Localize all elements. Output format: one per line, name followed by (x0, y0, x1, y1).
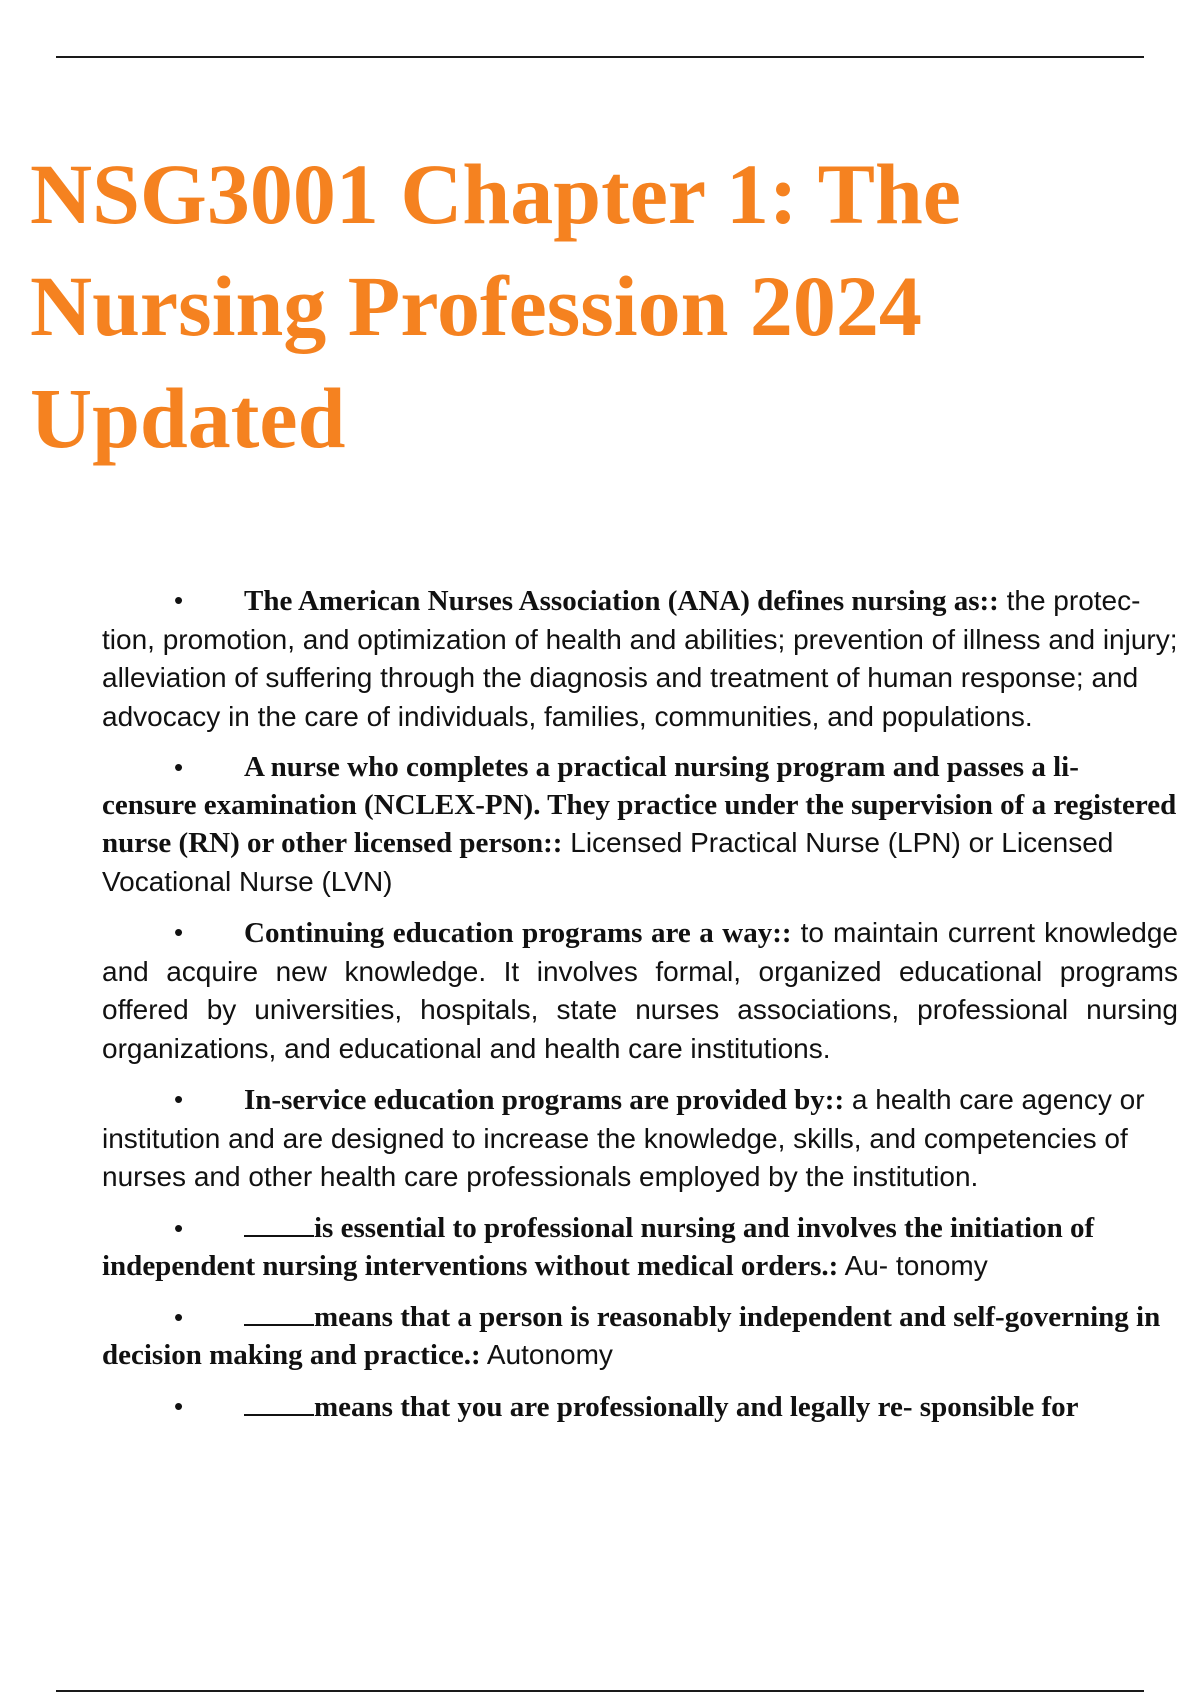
bullet-icon: • (174, 1390, 184, 1421)
item-question: is essential to professional nursing and involves the initiation of independent nursing interventions without medical orders.: (102, 1211, 1095, 1282)
list-item (102, 1081, 1178, 1197)
document-title (30, 138, 1170, 474)
item-answer: the protec- tion, promotion, and optimization of health and abilities; prevention of illness and injury; alleviation of suffering through the diagnosis and treatment of human response; and advocacy in the care of individuals, families, communities, and populations. (102, 585, 1178, 732)
item-question: means that you are professionally and legally re- sponsible for (314, 1390, 1079, 1423)
list-item (102, 582, 1178, 736)
bottom-rule (56, 1690, 1144, 1692)
bullet-icon: • (174, 752, 184, 782)
bullet-icon: • (174, 1212, 184, 1243)
item-answer: Autonomy (480, 1339, 613, 1370)
item-answer: to maintain current knowledge and acquire new knowledge. It involves formal, organized educational programs offered by universities, hospitals, state nurses associations, professional nursing organizations, and educational and health care institutions. (102, 917, 1178, 1064)
item-question: means that a person is reasonably independent and self-governing in decision making and practice.: (102, 1300, 1161, 1371)
bullet-icon: • (174, 917, 184, 947)
item-answer: a health care agency or institution and are designed to increase the knowledge, skills, and competencies of nurses and other health care professionals employed by the institution. (102, 1084, 1145, 1192)
bullet-icon: • (174, 585, 184, 615)
title-line-3: Updated (30, 370, 346, 466)
bullet-icon: • (174, 1301, 184, 1332)
list-item (102, 914, 1178, 1068)
flashcard-list (102, 582, 1178, 1439)
item-question: Continuing education programs are a way:: (244, 917, 792, 949)
list-item (102, 1210, 1178, 1286)
title-line-2: Nursing Profession 2024 (30, 258, 922, 354)
answer-blank (244, 1231, 314, 1237)
item-answer: Licensed Practical Nurse (LPN) or Licensed Vocational Nurse (LVN) (102, 827, 1114, 897)
list-item (102, 749, 1178, 901)
item-question: The American Nurses Association (ANA) defines nursing as:: (244, 585, 999, 617)
answer-blank (244, 1410, 314, 1416)
item-answer: Au- tonomy (838, 1250, 988, 1281)
list-item (102, 1299, 1178, 1375)
top-rule (56, 56, 1144, 58)
item-question: In-service education programs are provided by:: (244, 1084, 845, 1116)
bullet-icon: • (174, 1084, 184, 1114)
item-question: A nurse who completes a practical nursing program and passes a li- censure examination (NCLEX-PN). They practice under the supervision of a registered nurse (RN) or other licensed person:: (102, 751, 1177, 859)
title-line-1: NSG3001 Chapter 1: The (30, 146, 961, 242)
list-item (102, 1388, 1178, 1427)
answer-blank (244, 1320, 314, 1326)
